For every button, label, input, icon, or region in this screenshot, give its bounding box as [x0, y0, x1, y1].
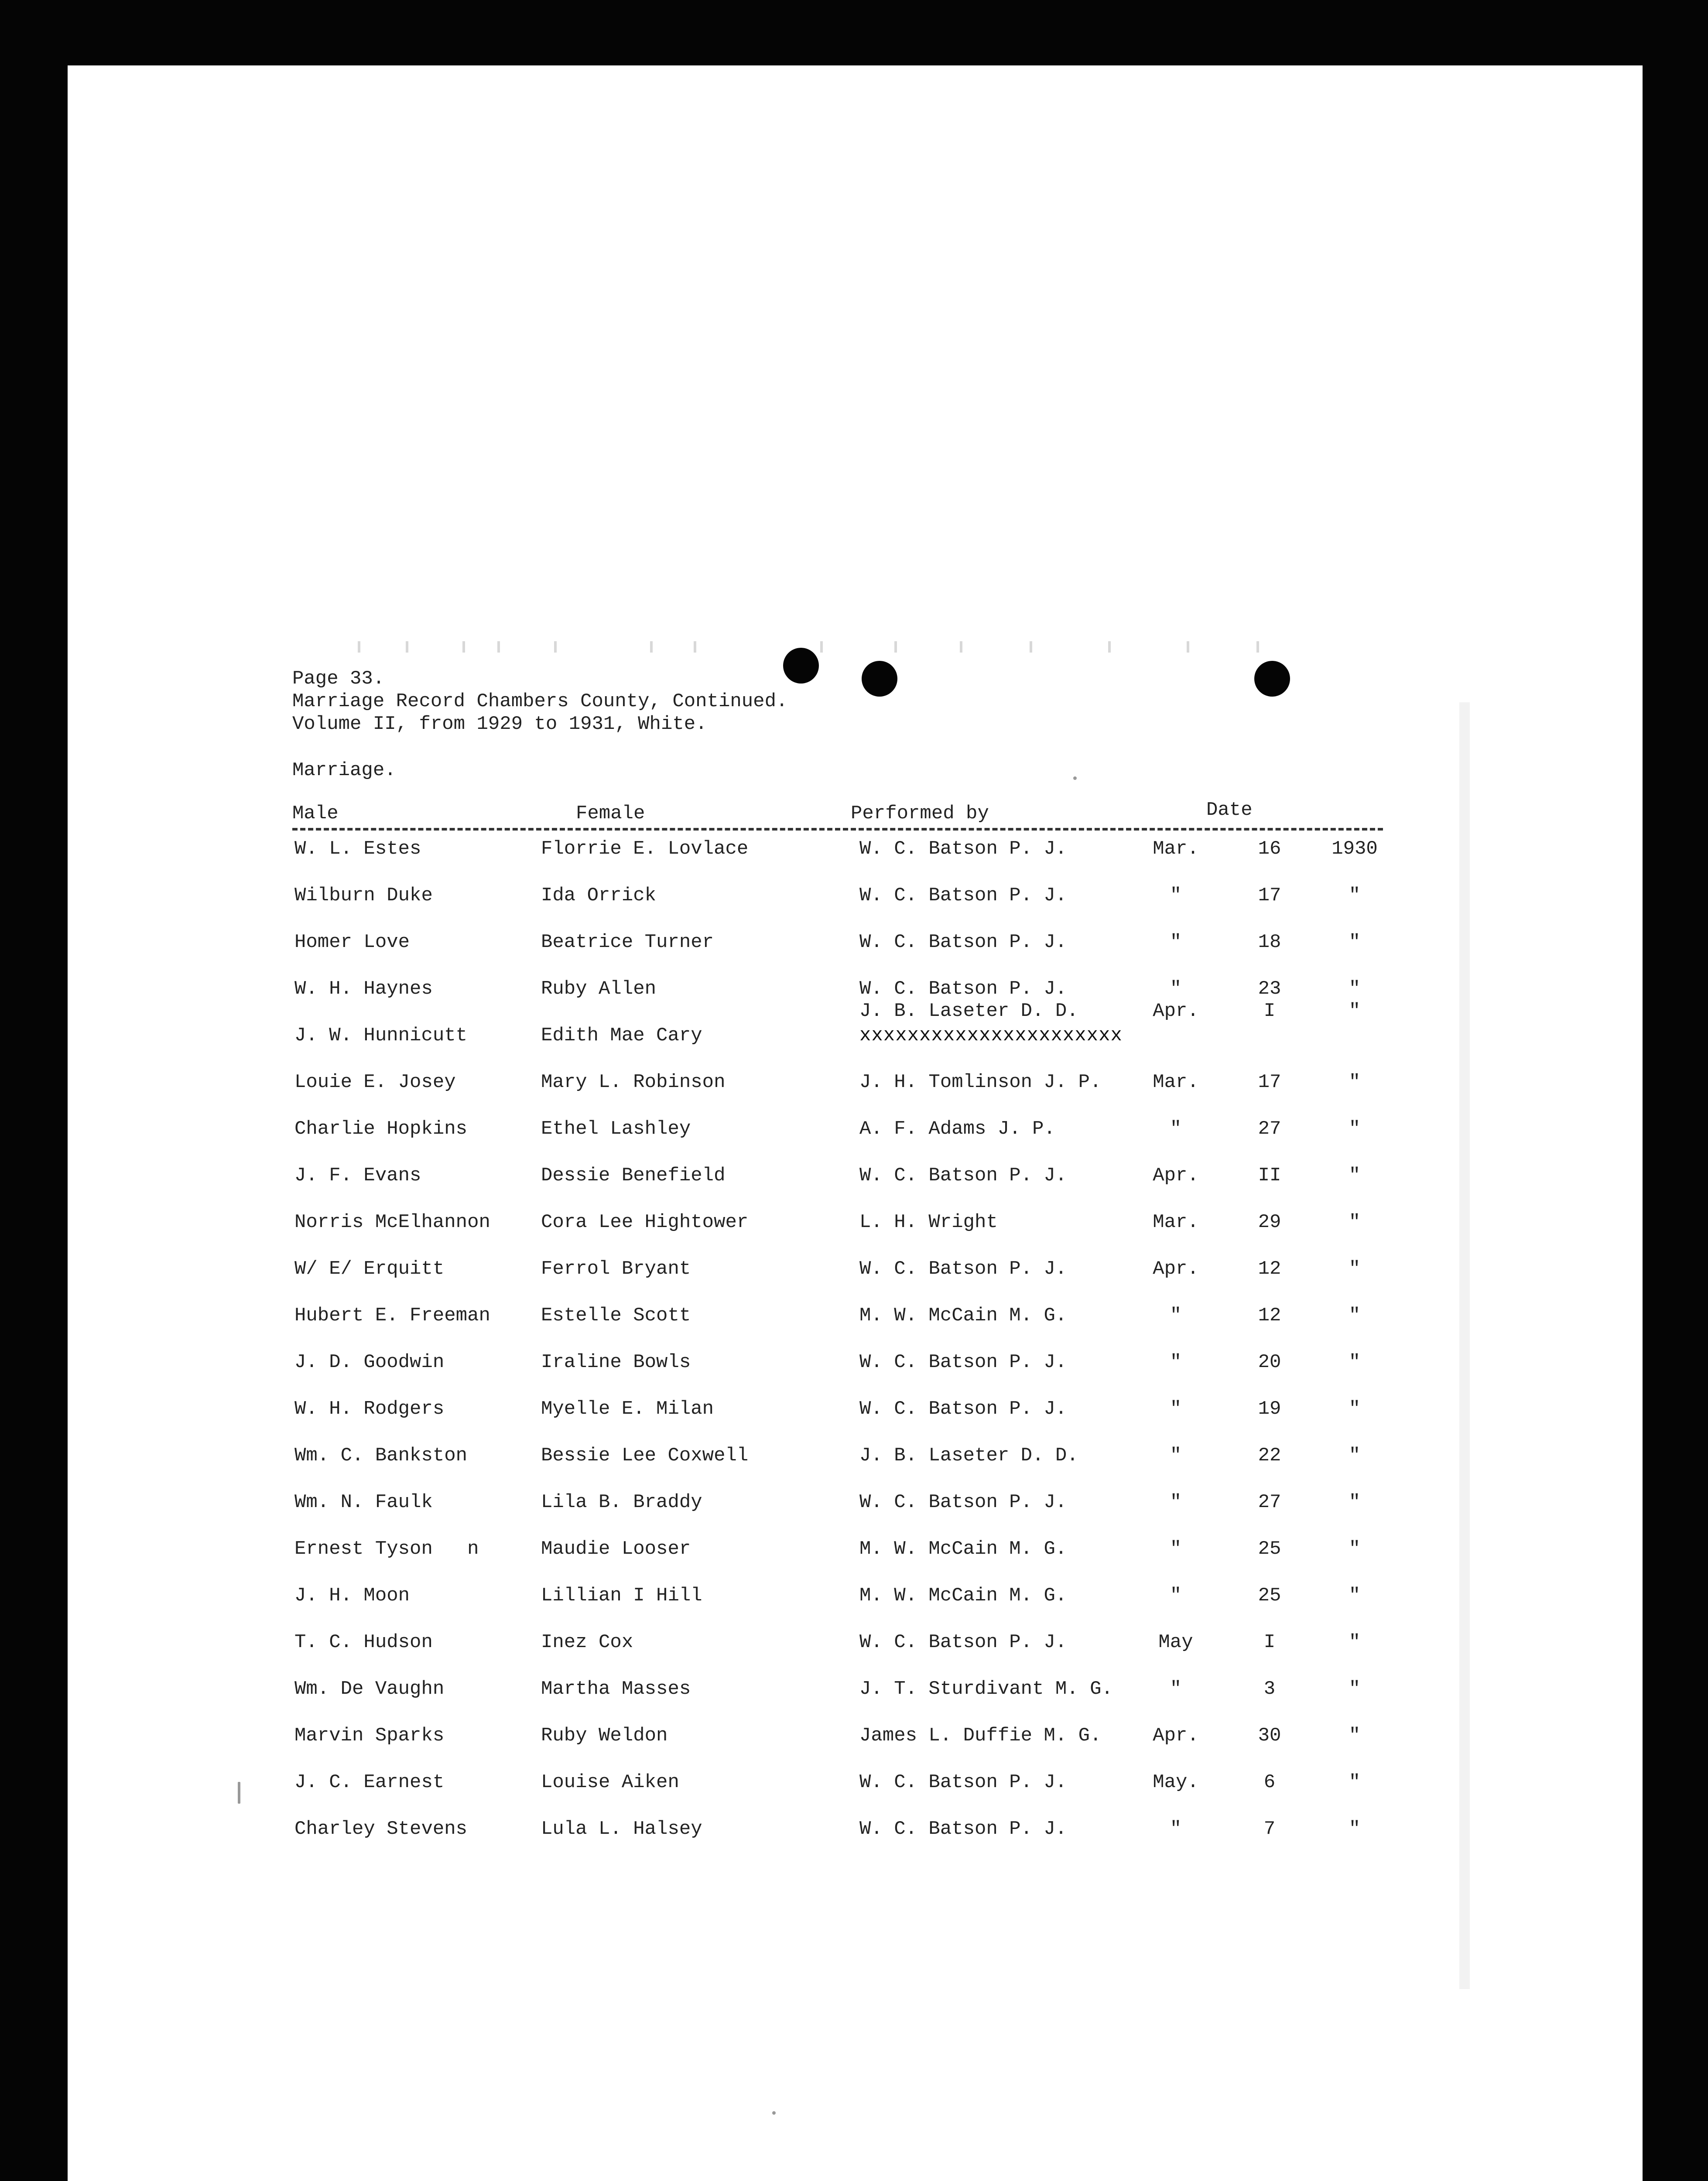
- date-month: Apr.: [1153, 1165, 1199, 1186]
- table-row: [68, 1163, 1643, 1190]
- male-name: J. H. Moon: [294, 1585, 410, 1607]
- struck-out-entry: xxxxxxxxxxxxxxxxxxxxxx: [859, 1025, 1123, 1046]
- date-year: ": [1349, 1585, 1361, 1607]
- performed-by: W. C. Batson P. J.: [859, 1818, 1067, 1840]
- female-name: Louise Aiken: [541, 1771, 679, 1793]
- male-name: J. F. Evans: [294, 1165, 421, 1186]
- male-name: Norris McElhannon: [294, 1211, 490, 1233]
- date-month: Mar.: [1153, 838, 1199, 860]
- date-month: ": [1170, 1351, 1182, 1373]
- male-name: Wilburn Duke: [294, 885, 433, 906]
- table-row: [68, 883, 1643, 909]
- date-day: 20: [1258, 1351, 1281, 1373]
- female-name: Ruby Allen: [541, 978, 657, 1000]
- page-number: Page 33.: [292, 668, 385, 690]
- date-month: Mar.: [1153, 1071, 1199, 1093]
- ruler-tick: [650, 641, 653, 653]
- female-name: Edith Mae Cary: [541, 1025, 702, 1046]
- date-month: ": [1170, 1585, 1182, 1607]
- male-name: T. C. Hudson: [294, 1631, 433, 1653]
- scan-speck: [1073, 776, 1077, 780]
- table-row: [68, 1630, 1643, 1656]
- date-month: May.: [1153, 1771, 1199, 1793]
- date-month: ": [1170, 978, 1182, 1000]
- performed-by: James L. Duffie M. G.: [859, 1725, 1102, 1747]
- ruler-tick: [894, 641, 897, 653]
- date-day: 27: [1258, 1491, 1281, 1513]
- date-year: ": [1349, 1000, 1361, 1022]
- record-title: Marriage Record Chambers County, Continued.: [292, 691, 788, 712]
- date-year: ": [1349, 1491, 1361, 1513]
- date-month: Apr.: [1153, 1725, 1199, 1747]
- male-name: Louie E. Josey: [294, 1071, 456, 1093]
- date-day: II: [1258, 1165, 1281, 1186]
- punch-hole: [862, 661, 897, 697]
- male-name: W. L. Estes: [294, 838, 421, 860]
- performed-by: W. C. Batson P. J.: [859, 1491, 1067, 1513]
- date-day: 25: [1258, 1538, 1281, 1560]
- date-month: ": [1170, 1445, 1182, 1467]
- female-name: Maudie Looser: [541, 1538, 691, 1560]
- table-row: [68, 1770, 1643, 1796]
- table-row: [68, 1350, 1643, 1376]
- table-row: [68, 1677, 1643, 1703]
- table-row: [68, 1443, 1643, 1470]
- performed-by: J. T. Sturdivant M. G.: [859, 1678, 1113, 1700]
- ruler-tick: [462, 641, 465, 653]
- female-name: Cora Lee Hightower: [541, 1211, 749, 1233]
- male-name: Wm. N. Faulk: [294, 1491, 433, 1513]
- table-row: [68, 1817, 1643, 1843]
- date-month: May: [1158, 1631, 1193, 1653]
- male-name: W. H. Rodgers: [294, 1398, 445, 1420]
- date-day: 6: [1263, 1771, 1276, 1793]
- female-name: Beatrice Turner: [541, 931, 714, 953]
- female-name: Ida Orrick: [541, 885, 657, 906]
- date-day: 16: [1258, 838, 1281, 860]
- date-day: 18: [1258, 931, 1281, 953]
- female-name: Mary L. Robinson: [541, 1071, 726, 1093]
- performed-by: W. C. Batson P. J.: [859, 931, 1067, 953]
- female-name: Iraline Bowls: [541, 1351, 691, 1373]
- date-day: 12: [1258, 1305, 1281, 1326]
- ruler-tick: [1256, 641, 1259, 653]
- date-year: ": [1349, 1071, 1361, 1093]
- female-name: Inez Cox: [541, 1631, 633, 1653]
- female-name: Ruby Weldon: [541, 1725, 668, 1747]
- male-name: J. C. Earnest: [294, 1771, 445, 1793]
- table-row: [68, 977, 1643, 1003]
- date-year: ": [1349, 1211, 1361, 1233]
- male-name: W/ E/ Erquitt: [294, 1258, 445, 1280]
- ruler-tick: [1030, 641, 1032, 653]
- date-year: ": [1349, 1445, 1361, 1467]
- performed-by: W. C. Batson P. J.: [859, 1258, 1067, 1280]
- date-day: 7: [1263, 1818, 1276, 1840]
- date-month: ": [1170, 885, 1182, 906]
- performed-by: J. H. Tomlinson J. P.: [859, 1071, 1102, 1093]
- table-row: [68, 1257, 1643, 1283]
- performed-by: L. H. Wright: [859, 1211, 998, 1233]
- ruler-tick: [960, 641, 962, 653]
- female-name: Lula L. Halsey: [541, 1818, 702, 1840]
- male-name: W. H. Haynes: [294, 978, 433, 1000]
- performed-by: M. W. McCain M. G.: [859, 1585, 1067, 1607]
- date-year: ": [1349, 1305, 1361, 1326]
- female-name: Bessie Lee Coxwell: [541, 1445, 749, 1467]
- table-row: [68, 1583, 1643, 1610]
- date-day: 29: [1258, 1211, 1281, 1233]
- date-day: 25: [1258, 1585, 1281, 1607]
- performed-by: W. C. Batson P. J.: [859, 1631, 1067, 1653]
- date-year: ": [1349, 1258, 1361, 1280]
- performed-by: W. C. Batson P. J.: [859, 1398, 1067, 1420]
- date-month: ": [1170, 1305, 1182, 1326]
- date-day: I: [1263, 1631, 1276, 1653]
- date-day: 17: [1258, 1071, 1281, 1093]
- performed-by: W. C. Batson P. J.: [859, 1771, 1067, 1793]
- male-name: J. W. Hunnicutt: [294, 1025, 468, 1046]
- table-row: [68, 1303, 1643, 1330]
- male-name: Marvin Sparks: [294, 1725, 445, 1747]
- date-month: ": [1170, 1538, 1182, 1560]
- header-rule: [292, 828, 1383, 831]
- date-day: 22: [1258, 1445, 1281, 1467]
- ruler-tick: [694, 641, 696, 653]
- table-row: [68, 837, 1643, 863]
- ruler-tick: [406, 641, 408, 653]
- date-day: 30: [1258, 1725, 1281, 1747]
- date-year: ": [1349, 1165, 1361, 1186]
- ruler-tick: [820, 641, 823, 653]
- date-year: ": [1349, 1678, 1361, 1700]
- male-name: Wm. De Vaughn: [294, 1678, 445, 1700]
- date-day: 12: [1258, 1258, 1281, 1280]
- table-row: [68, 1070, 1643, 1096]
- date-month: Mar.: [1153, 1211, 1199, 1233]
- male-name: Charlie Hopkins: [294, 1118, 468, 1140]
- performed-by: W. C. Batson P. J.: [859, 978, 1067, 1000]
- female-name: Myelle E. Milan: [541, 1398, 714, 1420]
- date-year: ": [1349, 1118, 1361, 1140]
- date-year: ": [1349, 1398, 1361, 1420]
- column-header-performed-by: Performed by: [851, 803, 989, 824]
- male-name: Hubert E. Freeman: [294, 1305, 490, 1326]
- female-name: Florrie E. Lovlace: [541, 838, 749, 860]
- male-name: Homer Love: [294, 931, 410, 953]
- date-year: ": [1349, 978, 1361, 1000]
- section-title: Marriage.: [292, 759, 396, 781]
- date-year: ": [1349, 1818, 1361, 1840]
- table-row: [68, 1397, 1643, 1423]
- table-row: [68, 1537, 1643, 1563]
- scan-speck: [238, 1782, 240, 1804]
- performed-by: M. W. McCain M. G.: [859, 1538, 1067, 1560]
- female-name: Ethel Lashley: [541, 1118, 691, 1140]
- performed-by: A. F. Adams J. P.: [859, 1118, 1055, 1140]
- male-name: Wm. C. Bankston: [294, 1445, 468, 1467]
- ruler-tick: [554, 641, 557, 653]
- date-month: ": [1170, 1678, 1182, 1700]
- date-month: ": [1170, 931, 1182, 953]
- female-name: Estelle Scott: [541, 1305, 691, 1326]
- table-row: [68, 930, 1643, 956]
- scan-speck: [772, 2111, 776, 2115]
- date-day: 19: [1258, 1398, 1281, 1420]
- date-month: ": [1170, 1398, 1182, 1420]
- ruler-tick: [497, 641, 500, 653]
- female-name: Dessie Benefield: [541, 1165, 726, 1186]
- date-month: ": [1170, 1118, 1182, 1140]
- performed-by: W. C. Batson P. J.: [859, 838, 1067, 860]
- table-row: [68, 1000, 1643, 1049]
- table-row: [68, 1210, 1643, 1236]
- date-year: ": [1349, 1351, 1361, 1373]
- performed-by: J. B. Laseter D. D.: [859, 1445, 1078, 1467]
- female-name: Ferrol Bryant: [541, 1258, 691, 1280]
- date-month: ": [1170, 1818, 1182, 1840]
- female-name: Martha Masses: [541, 1678, 691, 1700]
- date-day: 17: [1258, 885, 1281, 906]
- ruler-tick: [1108, 641, 1111, 653]
- column-header-date: Date: [1206, 799, 1253, 821]
- punch-hole: [783, 648, 819, 684]
- date-year: ": [1349, 1538, 1361, 1560]
- male-name: J. D. Goodwin: [294, 1351, 445, 1373]
- female-name: Lila B. Braddy: [541, 1491, 702, 1513]
- date-month: Apr.: [1153, 1258, 1199, 1280]
- date-year: ": [1349, 931, 1361, 953]
- table-row: [68, 1490, 1643, 1516]
- volume-line: Volume II, from 1929 to 1931, White.: [292, 713, 707, 735]
- date-day: 23: [1258, 978, 1281, 1000]
- column-header-female: Female: [576, 803, 645, 824]
- ruler-tick: [358, 641, 360, 653]
- date-month: Apr.: [1153, 1000, 1199, 1022]
- male-name: Ernest Tyson n: [294, 1538, 479, 1560]
- date-year: ": [1349, 1725, 1361, 1747]
- performed-by: W. C. Batson P. J.: [859, 885, 1067, 906]
- date-month: ": [1170, 1491, 1182, 1513]
- document-page: [68, 65, 1643, 2181]
- column-header-male: Male: [292, 803, 339, 824]
- female-name: Lillian I Hill: [541, 1585, 702, 1607]
- punch-hole: [1254, 661, 1290, 697]
- date-day: I: [1263, 1000, 1276, 1022]
- performed-by: M. W. McCain M. G.: [859, 1305, 1067, 1326]
- date-year: ": [1349, 1771, 1361, 1793]
- performed-by: W. C. Batson P. J.: [859, 1165, 1067, 1186]
- date-year: ": [1349, 885, 1361, 906]
- ruler-tick: [1187, 641, 1189, 653]
- performed-by: J. B. Laseter D. D.: [859, 1000, 1078, 1022]
- performed-by: W. C. Batson P. J.: [859, 1351, 1067, 1373]
- date-year: ": [1349, 1631, 1361, 1653]
- date-year: 1930: [1331, 838, 1378, 860]
- male-name: Charley Stevens: [294, 1818, 468, 1840]
- table-row: [68, 1117, 1643, 1143]
- date-day: 3: [1263, 1678, 1276, 1700]
- table-row: [68, 1723, 1643, 1750]
- date-day: 27: [1258, 1118, 1281, 1140]
